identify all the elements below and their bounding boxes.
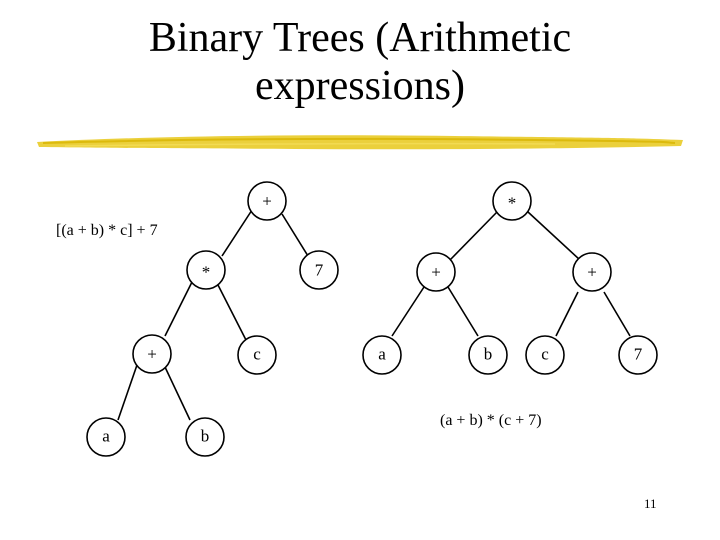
svg-text:*: *	[201, 262, 211, 282]
right-node-7	[619, 336, 657, 374]
svg-text:a: a	[102, 426, 110, 446]
svg-text:b: b	[483, 344, 493, 364]
edge-right-plus-to-c	[556, 292, 578, 336]
right-node-c	[526, 336, 564, 374]
left-tree-expression: [(a + b) * c] + 7	[56, 222, 158, 239]
right-node-right-plus	[573, 253, 611, 291]
edge-plus-to-b	[165, 367, 190, 420]
right-node-left-plus	[417, 253, 455, 291]
edge-right-plus-to-7	[604, 292, 630, 336]
left-node-a	[87, 418, 125, 456]
edge-times-to-c	[218, 285, 246, 340]
right-tree-expression: (a + b) * (c + 7)	[440, 412, 542, 429]
edge-plus-to-7	[282, 214, 308, 256]
right-node-a	[363, 336, 401, 374]
edge-left-plus-to-a	[392, 287, 424, 336]
edge-plus-to-a	[118, 365, 137, 420]
svg-text:*: *	[507, 193, 517, 213]
page-number: 11	[644, 496, 657, 511]
svg-text:a: a	[378, 344, 386, 364]
svg-text:+: +	[431, 262, 441, 282]
left-node-c	[238, 336, 276, 374]
edge-times-to-plus	[165, 282, 192, 336]
edge-times-to-left-plus	[450, 212, 497, 260]
left-tree-edges	[118, 210, 308, 420]
edge-times-to-right-plus	[528, 212, 580, 260]
svg-text:+: +	[147, 344, 157, 364]
svg-text:c: c	[541, 344, 549, 364]
svg-text:c: c	[253, 344, 261, 364]
right-tree-nodes	[363, 182, 657, 374]
left-tree-nodes	[87, 182, 338, 456]
left-node-times	[187, 251, 225, 289]
svg-text:7: 7	[633, 344, 643, 364]
slide-title-line-1: Binary Trees (Arithmetic	[148, 15, 572, 61]
left-node-plus	[133, 335, 171, 373]
svg-text:+: +	[587, 262, 597, 282]
left-node-root-plus	[248, 182, 286, 220]
svg-text:b: b	[200, 426, 210, 446]
edge-left-plus-to-b	[448, 287, 478, 336]
svg-text:+: +	[262, 191, 272, 211]
right-node-root-times	[493, 182, 531, 220]
left-node-b	[186, 418, 224, 456]
svg-text:7: 7	[314, 260, 324, 280]
left-node-7	[300, 251, 338, 289]
slide-title-line-2: expressions)	[255, 63, 465, 109]
right-node-b	[469, 336, 507, 374]
edge-plus-to-times	[222, 210, 252, 256]
